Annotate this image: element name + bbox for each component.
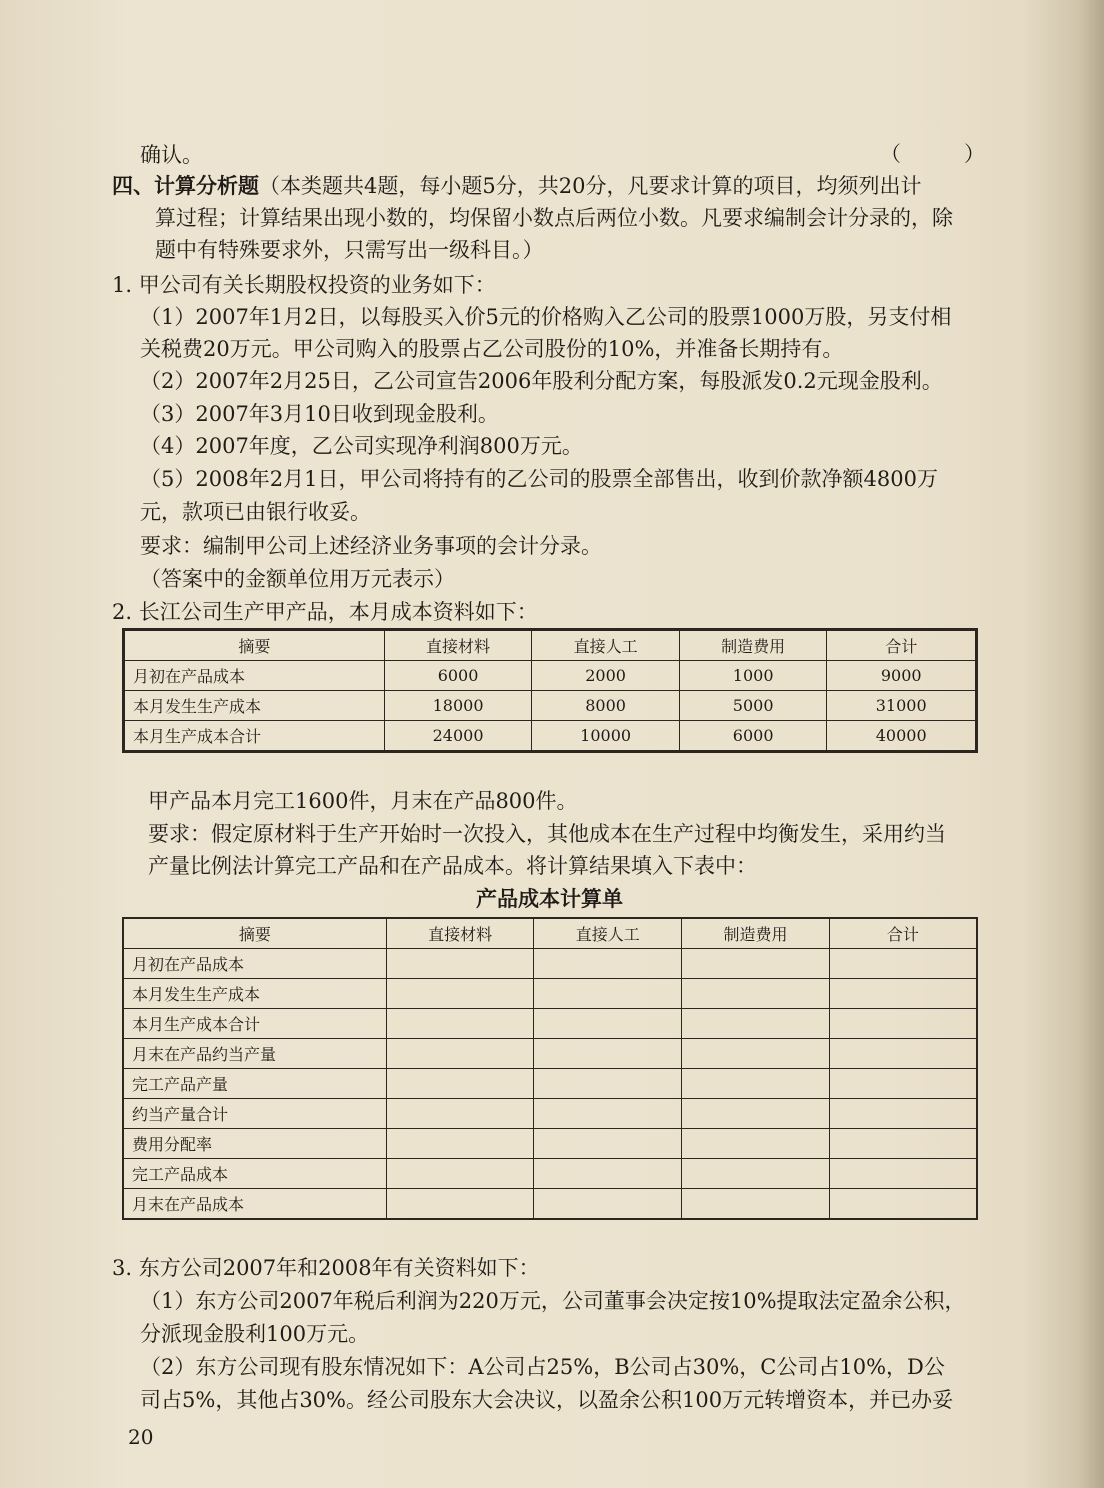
q2-info: 甲产品本月完工1600件，月末在产品800件。: [148, 789, 578, 813]
table-cell: 费用分配率: [123, 1129, 386, 1159]
table-row: [123, 1009, 977, 1039]
table-cell: 完工产品成本: [123, 1159, 386, 1189]
table-cell: 2000: [532, 661, 680, 691]
table-row: [123, 1069, 977, 1099]
confirm-text: 确认。: [140, 143, 203, 167]
table-header-cell: 直接材料: [386, 918, 534, 949]
table-header-cell: 制造费用: [682, 918, 830, 949]
q2-title: 2. 长江公司生产甲产品，本月成本资料如下：: [112, 600, 538, 624]
table-header-cell: 制造费用: [679, 630, 827, 661]
table-cell: 月末在产品约当产量: [123, 1039, 386, 1069]
table-cell: 5000: [679, 691, 827, 721]
answer-blank: （ ）: [880, 142, 985, 166]
table-row: [123, 1159, 977, 1189]
table-header-cell: 直接人工: [532, 630, 680, 661]
blank-cell: [534, 1159, 682, 1189]
table-header-cell: 直接人工: [534, 918, 682, 949]
q1-requirement: 要求：编制甲公司上述经济业务事项的会计分录。: [140, 534, 602, 558]
table-row: [123, 1129, 977, 1159]
table-cell: 6000: [384, 661, 532, 691]
section-note-3: 题中有特殊要求外，只需写出一级科目。）: [155, 238, 544, 262]
table-cell: 约当产量合计: [123, 1099, 386, 1129]
blank-cell: [829, 1159, 977, 1189]
table-cell: 本月生产成本合计: [124, 721, 385, 752]
table-cell: 本月生产成本合计: [123, 1009, 386, 1039]
cost-data-table: [122, 628, 978, 753]
blank-cell: [829, 1069, 977, 1099]
blank-cell: [829, 1189, 977, 1220]
table-cell: 18000: [384, 691, 532, 721]
q1-item-5b: 元，款项已由银行收妥。: [140, 500, 371, 524]
blank-cell: [386, 979, 534, 1009]
q1-item-4: （4）2007年度，乙公司实现净利润800万元。: [140, 434, 583, 458]
blank-cell: [386, 949, 534, 979]
q2-requirement-b: 产量比例法计算完工产品和在产品成本。将计算结果填入下表中：: [148, 854, 757, 878]
blank-cell: [682, 1189, 830, 1220]
q3-item-1a: （1）东方公司2007年税后利润为220万元，公司董事会决定按10%提取法定盈余公积，: [140, 1289, 966, 1313]
table-cell: 完工产品产量: [123, 1069, 386, 1099]
q1-note: （答案中的金额单位用万元表示）: [140, 567, 455, 591]
table-cell: 31000: [827, 691, 977, 721]
blank-cell: [829, 1039, 977, 1069]
table-header-cell: 直接材料: [384, 630, 532, 661]
blank-cell: [682, 1039, 830, 1069]
blank-cell: [386, 1069, 534, 1099]
blank-cell: [829, 1099, 977, 1129]
table-cell: 10000: [532, 721, 680, 752]
cost-sheet-title: 产品成本计算单: [476, 886, 623, 911]
table-header-cell: 合计: [827, 630, 977, 661]
blank-cell: [386, 1099, 534, 1129]
table-cell: 9000: [827, 661, 977, 691]
section-note-1: （本类题共4题，每小题5分，共20分，凡要求计算的项目，均须列出计: [259, 174, 922, 198]
table-row: [124, 721, 977, 752]
blank-cell: [829, 1009, 977, 1039]
q1-item-2: （2）2007年2月25日，乙公司宣告2006年股利分配方案，每股派发0.2元现金股利。: [140, 369, 943, 393]
table-cell: 月初在产品成本: [124, 661, 385, 691]
table-header-row: [124, 630, 977, 661]
table-cell: 8000: [532, 691, 680, 721]
blank-cell: [829, 1129, 977, 1159]
table-header-cell: 合计: [829, 918, 977, 949]
table-cell: 月末在产品成本: [123, 1189, 386, 1220]
table-row: [123, 949, 977, 979]
q1-item-3: （3）2007年3月10日收到现金股利。: [140, 402, 499, 426]
blank-cell: [534, 979, 682, 1009]
blank-cell: [682, 1009, 830, 1039]
blank-cell: [682, 1099, 830, 1129]
table-cell: 本月发生生产成本: [123, 979, 386, 1009]
table-row: [124, 661, 977, 691]
table-row: [123, 1189, 977, 1220]
table-cell: 24000: [384, 721, 532, 752]
q1-title: 1. 甲公司有关长期股权投资的业务如下：: [112, 273, 496, 297]
table-cell: 40000: [827, 721, 977, 752]
table-cell: 6000: [679, 721, 827, 752]
table-header-cell: 摘要: [123, 918, 386, 949]
section-heading: [112, 172, 921, 200]
page-number: 20: [128, 1425, 154, 1449]
blank-cell: [386, 1009, 534, 1039]
blank-cell: [534, 1009, 682, 1039]
q3-item-2b: 司占5%，其他占30%。经公司股东大会决议，以盈余公积100万元转增资本，并已办妥: [140, 1388, 954, 1412]
blank-cell: [386, 1189, 534, 1220]
q1-item-1a: （1）2007年1月2日，以每股买入价5元的价格购入乙公司的股票1000万股，另支付相: [140, 305, 952, 329]
table-row: [123, 979, 977, 1009]
blank-cell: [534, 949, 682, 979]
table-cell: 1000: [679, 661, 827, 691]
blank-cell: [829, 979, 977, 1009]
q2-requirement-a: 要求：假定原材料于生产开始时一次投入，其他成本在生产过程中均衡发生，采用约当: [148, 822, 946, 846]
blank-cell: [534, 1099, 682, 1129]
table-cell: 月初在产品成本: [123, 949, 386, 979]
table-row: [123, 1039, 977, 1069]
table-row: [124, 691, 977, 721]
blank-cell: [386, 1039, 534, 1069]
q1-item-5a: （5）2008年2月1日，甲公司将持有的乙公司的股票全部售出，收到价款净额4800万: [140, 467, 938, 491]
blank-cell: [386, 1159, 534, 1189]
blank-cell: [829, 949, 977, 979]
blank-cell: [534, 1039, 682, 1069]
q3-item-1b: 分派现金股利100万元。: [140, 1322, 370, 1346]
blank-cell: [682, 979, 830, 1009]
blank-cell: [534, 1069, 682, 1099]
blank-cell: [534, 1129, 682, 1159]
blank-cell: [386, 1129, 534, 1159]
q3-title: 3. 东方公司2007年和2008年有关资料如下：: [112, 1256, 540, 1280]
blank-cell: [682, 1069, 830, 1099]
table-cell: 本月发生生产成本: [124, 691, 385, 721]
section-title: 四、计算分析题: [112, 173, 259, 198]
q3-item-2a: （2）东方公司现有股东情况如下：A公司占25%，B公司占30%，C公司占10%，D公: [140, 1355, 945, 1379]
section-note-2: 算过程；计算结果出现小数的，均保留小数点后两位小数。凡要求编制会计分录的，除: [155, 206, 953, 230]
page-spine-shadow: [1024, 0, 1104, 1488]
blank-cell: [682, 1129, 830, 1159]
blank-cell: [682, 1159, 830, 1189]
blank-cell: [682, 949, 830, 979]
table-row: [123, 1099, 977, 1129]
blank-cell: [534, 1189, 682, 1220]
cost-sheet-table: [122, 917, 978, 1220]
q1-item-1b: 关税费20万元。甲公司购入的股票占乙公司股份的10%，并准备长期持有。: [140, 337, 844, 361]
table-header-row: [123, 918, 977, 949]
table-header-cell: 摘要: [124, 630, 385, 661]
